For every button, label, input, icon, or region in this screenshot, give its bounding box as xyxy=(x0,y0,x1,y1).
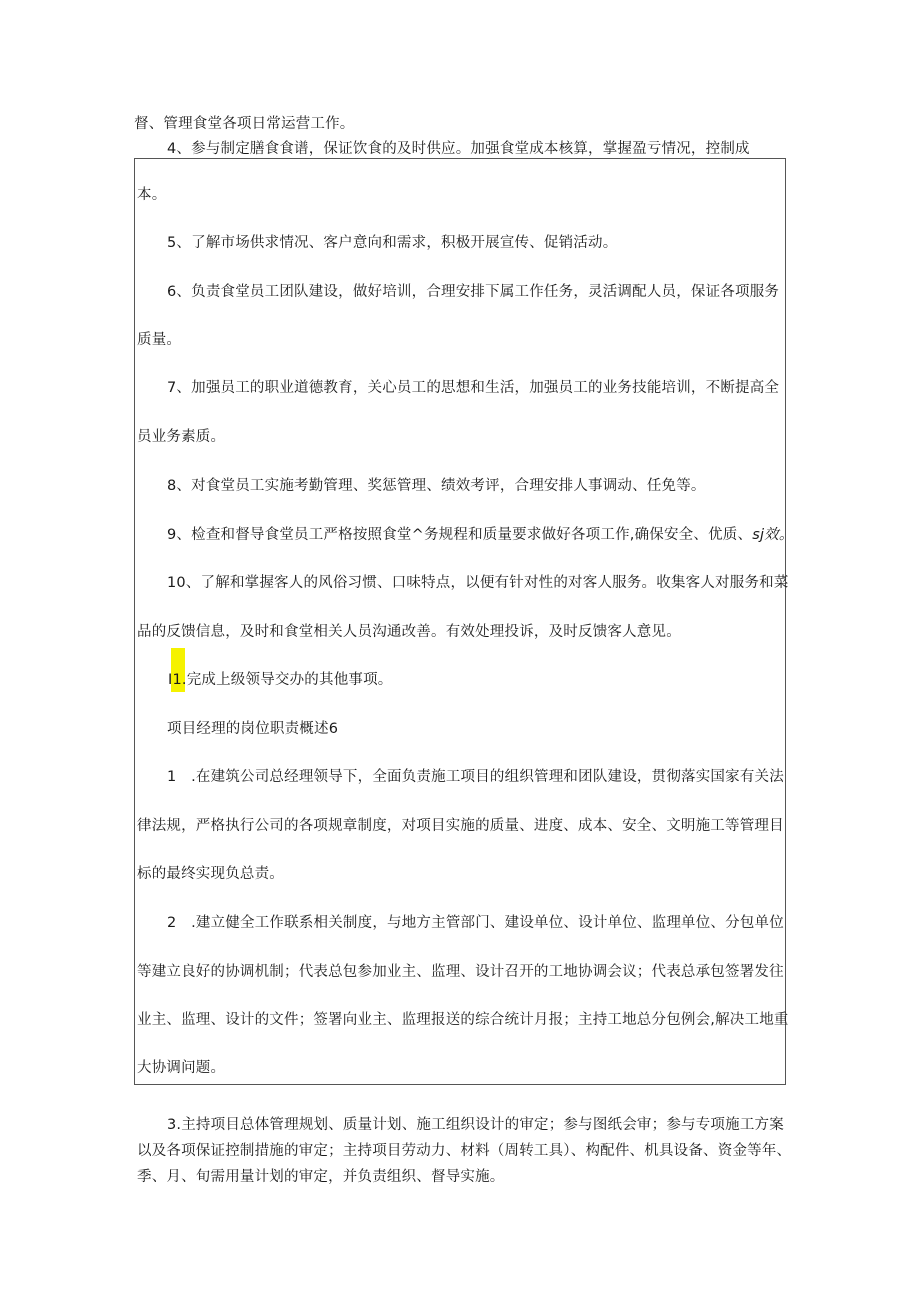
paragraph-line: 标的最终实现负总责。 xyxy=(137,866,284,882)
paragraph-line: 3.主持项目总体管理规划、质量计划、施工组织设计的审定；参与图纸会审；参与专项施工方案 xyxy=(167,1117,784,1133)
paragraph-line: 季、月、旬需用量计划的审定，并负责组织、督导实施。 xyxy=(137,1169,505,1185)
paragraph-line: 5、了解市场供求情况、客户意向和需求，积极开展宣传、促销活动。 xyxy=(167,235,618,251)
paragraph-line: 质量。 xyxy=(137,332,182,348)
paragraph-line: 大协调问题。 xyxy=(137,1060,226,1076)
paragraph-line: 6、负责食堂员工团队建设，做好培训，合理安排下属工作任务，灵活调配人员，保证各项服务 xyxy=(167,284,780,300)
paragraph-line: 1 .在建筑公司总经理领导下，全面负责施工项目的组织管理和团队建设，贯彻落实国家有关法 xyxy=(167,769,784,785)
section-heading: 项目经理的岗位职责概述6 xyxy=(167,721,339,737)
paragraph-line: 督、管理食堂各项日常运营工作。 xyxy=(134,116,355,132)
paragraph-line: 律法规，严格执行公司的各项规章制度，对项目实施的质量、进度、成本、安全、文明施工等管理目 xyxy=(137,818,784,834)
paragraph-line: 10、了解和掌握客人的风俗习惯、口味特点，以便有针对性的对客人服务。收集客人对服务和菜 xyxy=(167,575,789,591)
paragraph-line: 7、加强员工的职业道德教育，关心员工的思想和生活，加强员工的业务技能培训，不断提高全 xyxy=(167,380,780,396)
paragraph-line: 以及各项保证控制措施的审定；主持项目劳动力、材料（周转工具）、构配件、机具设备、资金等年、 xyxy=(137,1143,792,1159)
paragraph-line: 员业务素质。 xyxy=(137,429,226,445)
paragraph-line: I1.完成上级领导交办的其他事项。 xyxy=(168,672,393,688)
paragraph-text: 9、检查和督导食堂员工严格按照食堂^务规程和质量要求做好各项工作,确保安全、优质、 xyxy=(167,527,753,543)
paragraph-line: 4、参与制定膳食食谱，保证饮食的及时供应。加强食堂成本核算，掌握盈亏情况，控制成 xyxy=(167,141,750,157)
paragraph-line: 2 .建立健全工作联系相关制度，与地方主管部门、建设单位、设计单位、监理单位、分包单位 xyxy=(167,915,784,931)
paragraph-line: 本。 xyxy=(137,187,167,203)
paragraph-text-italic: sj效。 xyxy=(752,527,794,543)
paragraph-line: 业主、监理、设计的文件；签署向业主、监理报送的综合统计月报；主持工地总分包例会,解决工地重 xyxy=(137,1012,789,1028)
paragraph-line xyxy=(167,525,794,545)
paragraph-line: 品的反馈信息，及时和食堂相关人员沟通改善。有效处理投诉，及时反馈客人意见。 xyxy=(137,624,681,640)
paragraph-line: 等建立良好的协调机制；代表总包参加业主、监理、设计召开的工地协调会议；代表总承包签署发往 xyxy=(137,964,784,980)
paragraph-line: 8、对食堂员工实施考勤管理、奖惩管理、绩效考评，合理安排人事调动、任免等。 xyxy=(167,478,706,494)
